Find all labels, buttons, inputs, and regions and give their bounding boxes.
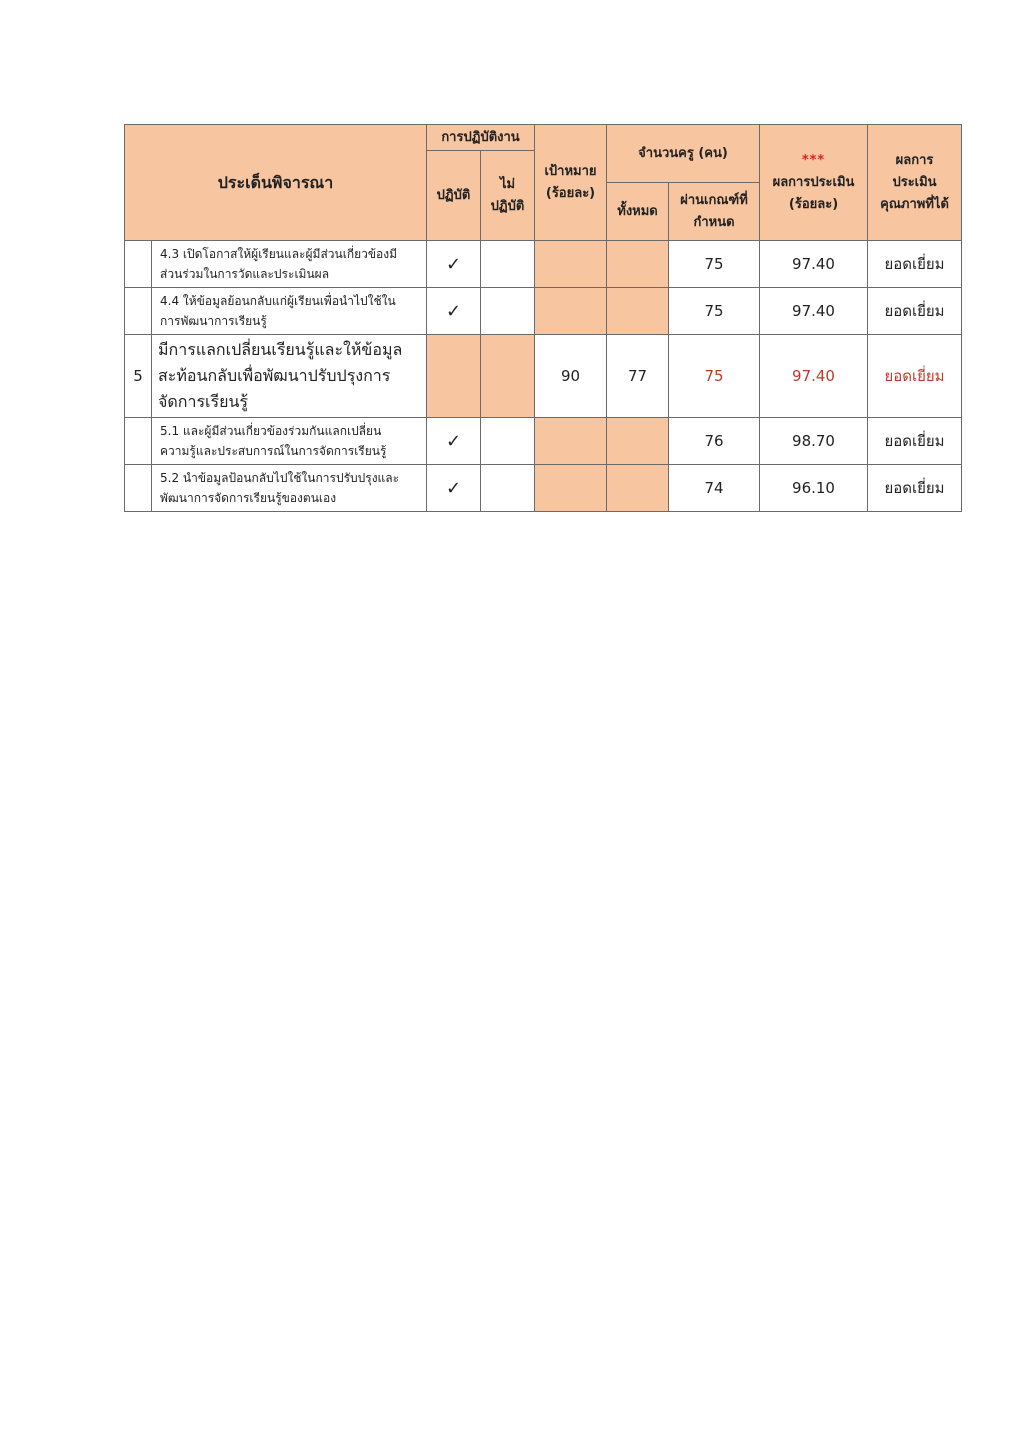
target-cell	[535, 288, 607, 335]
result-cell: 97.40	[760, 241, 868, 288]
passed-cell: 75	[669, 335, 760, 418]
check-mark-icon: ✓	[427, 241, 481, 288]
header-passed: ผ่านเกณฑ์ที่ กำหนด	[669, 183, 760, 241]
header-practice-group: การปฏิบัติงาน	[427, 125, 535, 151]
row-topic: 5.2 นำข้อมูลป้อนกลับไปใช้ในการปรับปรุงและ พัฒนาการจัดการเรียนรู้ของตนเอง	[152, 465, 427, 512]
target-cell	[535, 465, 607, 512]
check-mark-icon: ✓	[427, 418, 481, 465]
passed-cell: 75	[669, 241, 760, 288]
header-quality: ผลการ ประเมิน คุณภาพที่ได้	[868, 125, 962, 241]
target-cell: 90	[535, 335, 607, 418]
not-practice-cell	[481, 465, 535, 512]
row-number	[125, 241, 152, 288]
quality-cell: ยอดเยี่ยม	[868, 288, 962, 335]
check-mark-icon: ✓	[427, 465, 481, 512]
target-cell	[535, 418, 607, 465]
header-total: ทั้งหมด	[607, 183, 669, 241]
passed-cell: 75	[669, 288, 760, 335]
row-number: 5	[125, 335, 152, 418]
quality-cell: ยอดเยี่ยม	[868, 465, 962, 512]
result-cell: 97.40	[760, 335, 868, 418]
table-row-main	[125, 335, 962, 418]
header-not-practice: ไม่ ปฏิบัติ	[481, 151, 535, 241]
quality-cell: ยอดเยี่ยม	[868, 335, 962, 418]
quality-cell: ยอดเยี่ยม	[868, 241, 962, 288]
row-number	[125, 288, 152, 335]
not-practice-cell	[481, 335, 535, 418]
stars-marker: ***	[801, 152, 826, 168]
table-row	[125, 465, 962, 512]
header-result: *** ผลการประเมิน (ร้อยละ)	[760, 125, 868, 241]
not-practice-cell	[481, 288, 535, 335]
total-cell: 77	[607, 335, 669, 418]
practice-cell	[427, 335, 481, 418]
result-cell: 97.40	[760, 288, 868, 335]
quality-cell: ยอดเยี่ยม	[868, 418, 962, 465]
check-mark-icon: ✓	[427, 288, 481, 335]
row-topic: 4.3 เปิดโอกาสให้ผู้เรียนและผู้มีส่วนเกี่ยวข้องมี ส่วนร่วมในการวัดและประเมินผล	[152, 241, 427, 288]
table-row	[125, 288, 962, 335]
row-topic: 4.4 ให้ข้อมูลย้อนกลับแก่ผู้เรียนเพื่อนำไปใช้ใน การพัฒนาการเรียนรู้	[152, 288, 427, 335]
passed-cell: 74	[669, 465, 760, 512]
total-cell	[607, 241, 669, 288]
total-cell	[607, 465, 669, 512]
total-cell	[607, 418, 669, 465]
header-practice: ปฏิบัติ	[427, 151, 481, 241]
not-practice-cell	[481, 418, 535, 465]
total-cell	[607, 288, 669, 335]
table-row	[125, 418, 962, 465]
evaluation-table	[124, 124, 962, 512]
row-topic: มีการแลกเปลี่ยนเรียนรู้และให้ข้อมูล สะท้อนกลับเพื่อพัฒนาปรับปรุงการ จัดการเรียนรู้	[152, 335, 427, 418]
not-practice-cell	[481, 241, 535, 288]
result-cell: 98.70	[760, 418, 868, 465]
row-topic: 5.1 และผู้มีส่วนเกี่ยวข้องร่วมกันแลกเปลี่ยน ความรู้และประสบการณ์ในการจัดการเรียนรู้	[152, 418, 427, 465]
header-topic: ประเด็นพิจารณา	[125, 125, 427, 241]
target-cell	[535, 241, 607, 288]
row-number	[125, 418, 152, 465]
result-cell: 96.10	[760, 465, 868, 512]
header-teachers-group: จำนวนครู (คน)	[607, 125, 760, 183]
passed-cell: 76	[669, 418, 760, 465]
table-row	[125, 241, 962, 288]
row-number	[125, 465, 152, 512]
header-target: เป้าหมาย (ร้อยละ)	[535, 125, 607, 241]
